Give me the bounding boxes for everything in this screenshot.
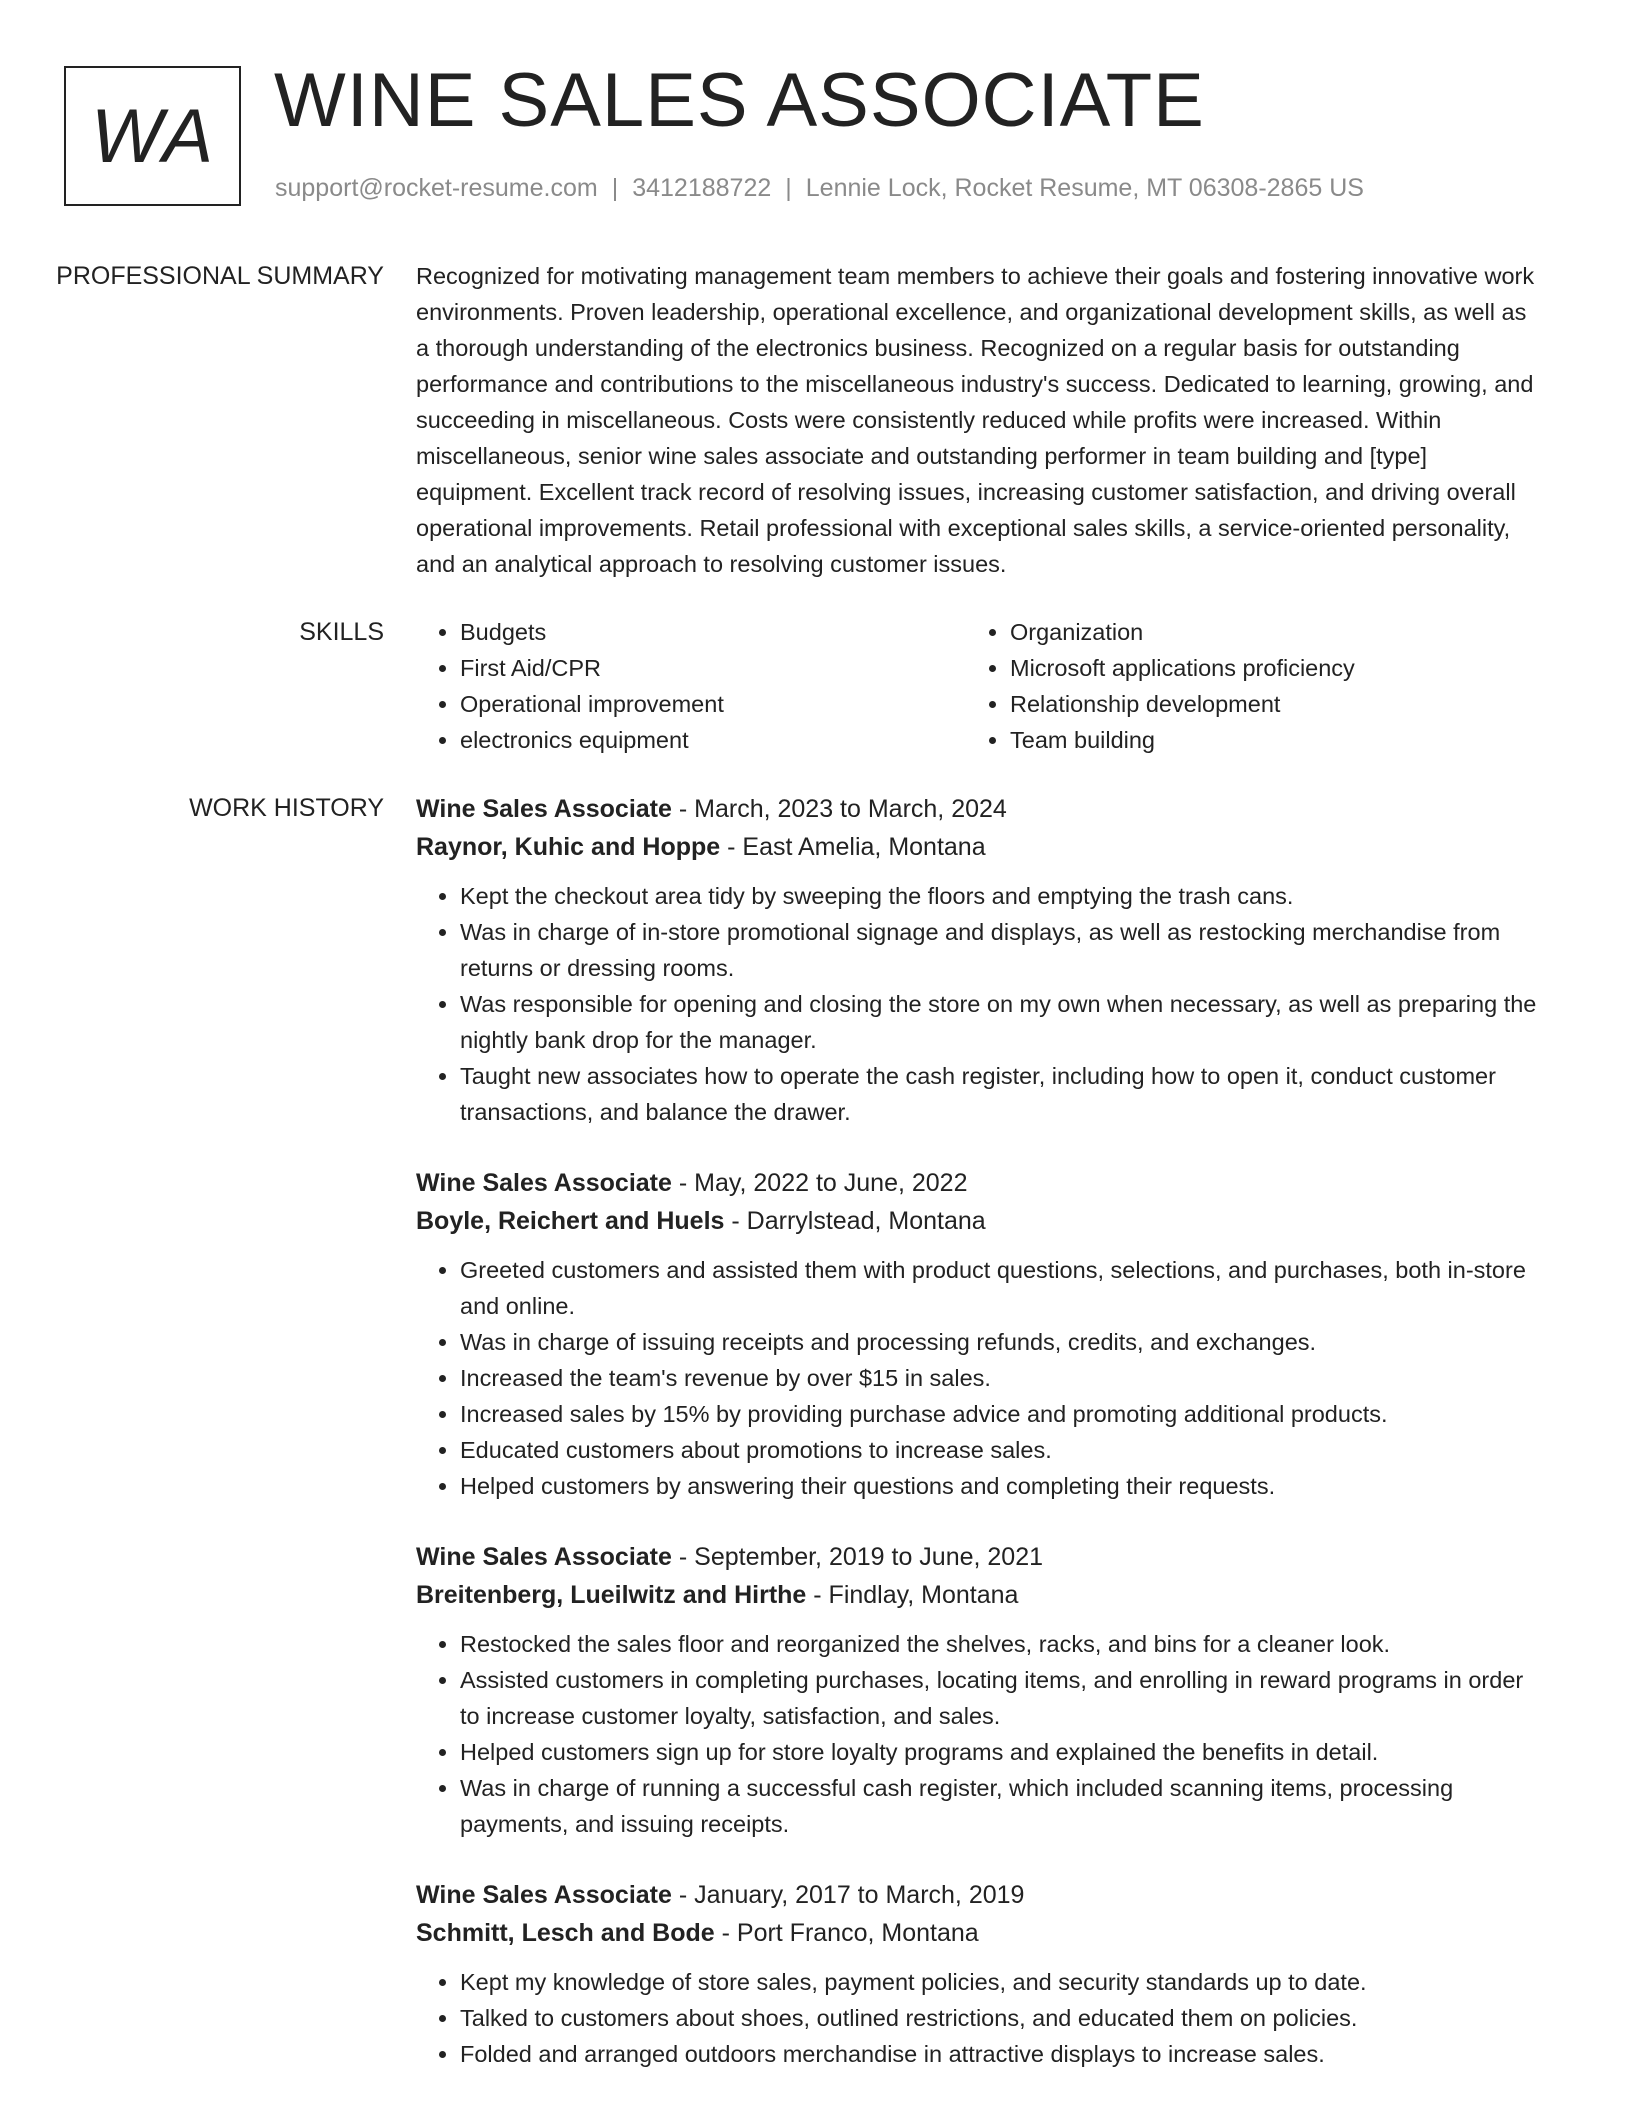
job-bullet: • Was in charge of in-store promotional signage and displays, as well as restocking merchandise from returns or dressing rooms. [460, 914, 1540, 986]
skill-item: • Budgets [460, 614, 966, 650]
contact-phone: 3412188722 [632, 174, 772, 202]
contact-address: Lennie Lock, Rocket Resume, MT 06308-2865 US [805, 174, 1364, 202]
job-bullet: • Folded and arranged outdoors merchandise in attractive displays to increase sales. [460, 2036, 1540, 2072]
contact-email: support@rocket-resume.com [275, 174, 598, 202]
contact-separator: | [611, 174, 619, 202]
job-entry [416, 790, 1540, 1130]
contact-line [275, 174, 1364, 203]
skill-item: • Relationship development [1010, 686, 1516, 722]
section-label: PROFESSIONAL SUMMARY [56, 262, 384, 290]
skill-item: • First Aid/CPR [460, 650, 966, 686]
skills-list-left [416, 614, 966, 758]
summary-text: Recognized for motivating management team members to achieve their goals and fostering innovative work environments. Proven leadership, operational excellence, and organizational development skills, as well as a thorough understanding of the electronics business. Recognized on a regular basis for outstanding performance and contributions to the miscellaneous industry's success. Dedicated to learning, growing, and succeeding in miscellaneous. Costs were consistently reduced while profits were increased. Within miscellaneous, senior wine sales associate and outstanding performer in team building and [type] equipment. Excellent track record of resolving issues, increasing customer satisfaction, and driving overall operational improvements. Retail professional with exceptional sales skills, a service-oriented personality, and an analytical approach to resolving customer issues. [416, 263, 1535, 577]
resume-title: WINE SALES ASSOCIATE [274, 58, 1205, 143]
job-title: Wine Sales Associate [416, 1543, 672, 1571]
job-entry [416, 1164, 1540, 1504]
job-company: Schmitt, Lesch and Bode [416, 1919, 715, 1947]
monogram: WA [64, 66, 241, 206]
job-bullet: • Taught new associates how to operate the cash register, including how to open it, conduct customer transactions, and balance the drawer. [460, 1058, 1540, 1130]
job-dates: - March, 2023 to March, 2024 [671, 795, 1007, 823]
section-label: SKILLS [299, 618, 384, 646]
job-bullet: • Assisted customers in completing purchases, locating items, and enrolling in reward programs in order to increase customer loyalty, satisfaction, and sales. [460, 1662, 1540, 1734]
job-bullet: • Was responsible for opening and closing the store on my own when necessary, as well as preparing the nightly bank drop for the manager. [460, 986, 1540, 1058]
job-title: Wine Sales Associate [416, 795, 672, 823]
job-dates: - May, 2022 to June, 2022 [671, 1169, 968, 1197]
job-entry [416, 1876, 1540, 2072]
section-label: WORK HISTORY [189, 794, 384, 822]
summary-section [0, 258, 1632, 582]
job-company: Breitenberg, Lueilwitz and Hirthe [416, 1581, 807, 1609]
job-dates: - September, 2019 to June, 2021 [671, 1543, 1044, 1571]
skill-item: • Operational improvement [460, 686, 966, 722]
job-bullet: • Helped customers by answering their questions and completing their requests. [460, 1468, 1540, 1504]
job-bullet: • Helped customers sign up for store loyalty programs and explained the benefits in detail. [460, 1734, 1540, 1770]
job-entry [416, 1538, 1540, 1842]
job-location: - Findlay, Montana [806, 1581, 1019, 1609]
skills-section [0, 614, 1632, 758]
job-bullet: • Kept my knowledge of store sales, payment policies, and security standards up to date. [460, 1964, 1540, 2000]
job-bullet: • Increased sales by 15% by providing purchase advice and promoting additional products. [460, 1396, 1540, 1432]
skill-item: • Team building [1010, 722, 1516, 758]
job-company: Raynor, Kuhic and Hoppe [416, 833, 721, 861]
job-title: Wine Sales Associate [416, 1881, 672, 1909]
job-company: Boyle, Reichert and Huels [416, 1207, 725, 1235]
work-history-section [0, 790, 1632, 2106]
job-bullet: • Educated customers about promotions to increase sales. [460, 1432, 1540, 1468]
skill-item: • electronics equipment [460, 722, 966, 758]
job-bullet: • Greeted customers and assisted them with product questions, selections, and purchases, both in-store and online. [460, 1252, 1540, 1324]
job-bullet: • Restocked the sales floor and reorganized the shelves, racks, and bins for a cleaner look. [460, 1626, 1540, 1662]
job-bullet: • Increased the team's revenue by over $15 in sales. [460, 1360, 1540, 1396]
contact-separator: | [785, 174, 792, 202]
job-location: - Port Franco, Montana [714, 1919, 979, 1947]
job-bullet: • Kept the checkout area tidy by sweeping the floors and emptying the trash cans. [460, 878, 1540, 914]
job-bullet: • Was in charge of running a successful cash register, which included scanning items, processing payments, and issuing receipts. [460, 1770, 1540, 1842]
skill-item: • Organization [1010, 614, 1516, 650]
job-dates: - January, 2017 to March, 2019 [671, 1881, 1025, 1909]
job-title: Wine Sales Associate [416, 1169, 672, 1197]
job-location: - Darrylstead, Montana [724, 1207, 986, 1235]
resume-body [0, 258, 1632, 2106]
job-list [416, 790, 1540, 2106]
skills-list-right [966, 614, 1516, 758]
skill-item: • Microsoft applications proficiency [1010, 650, 1516, 686]
job-location: - East Amelia, Montana [720, 833, 986, 861]
job-bullet: • Was in charge of issuing receipts and processing refunds, credits, and exchanges. [460, 1324, 1540, 1360]
job-bullet: • Talked to customers about shoes, outlined restrictions, and educated them on policies. [460, 2000, 1540, 2036]
